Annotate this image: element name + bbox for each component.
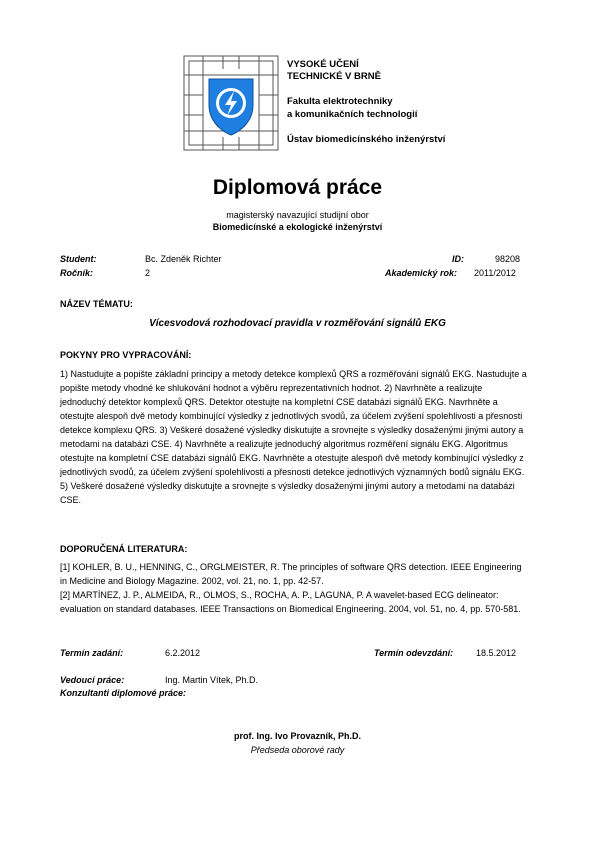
assigned-date-value: 6.2.2012 [165, 648, 201, 658]
study-field: Biomedicínské a ekologické inženýrství [212, 222, 383, 232]
university-logo [183, 55, 279, 151]
literature-heading: DOPORUČENÁ LITERATURA: [60, 544, 188, 554]
student-value: Bc. Zdeněk Richter [145, 254, 222, 264]
document-title: Diplomová práce [212, 176, 383, 199]
id-value: 98208 [495, 254, 521, 264]
faculty-name-line-1: Fakulta elektrotechniky [287, 96, 393, 107]
id-label: ID: [452, 254, 464, 264]
year-value: 2 [145, 268, 151, 278]
institution-name-line-2: TECHNICKÉ V BRNĚ [287, 71, 381, 82]
submission-date-label: Termín odevzdání: [374, 648, 454, 658]
signatory-role: Předseda oborové rady [250, 745, 345, 755]
academic-year-value: 2011/2012 [474, 268, 516, 278]
supervisor-label: Vedoucí práce: [60, 675, 125, 685]
student-label: Student: [60, 254, 97, 264]
faculty-name-line-2: a komunikačních technologií [287, 109, 418, 120]
supervisor-value: Ing. Martin Vítek, Ph.D. [165, 675, 259, 685]
reference-item: [1] KOHLER, B. U., HENNING, C., ORGLMEISTER, R. The principles of software QRS detection. IEEE Engineering in Medicine and Biology Magazine. 2002, vol. 21, no. 1, pp. 42-57. [60, 562, 522, 586]
reference-item: [2] MARTÍNEZ, J. P., ALMEIDA, R., OLMOS, S., ROCHA, A. P., LAGUNA, P. A wavelet-based ECG delineator: evaluation on standard databases. IEEE Transactions on Biomedical Engineering. 2004, vol. 51, no. 4, pp. 570-581. [60, 590, 521, 614]
institution-name-line-1: VYSOKÉ UČENÍ [287, 59, 359, 70]
assigned-date-label: Termín zadání: [60, 648, 124, 658]
submission-date-value: 18.5.2012 [476, 648, 517, 658]
department-name: Ústav biomedicínského inženýrství [287, 134, 446, 145]
study-type: magisterský navazující studijní obor [226, 210, 369, 220]
topic-title: Vícesvodová rozhodovací pravidla v rozměřování signálů EKG [149, 318, 446, 329]
instructions-text: 1) Nastudujte a popište základní principy a metody detekce komplexů QRS a rozměřování signálů EKG. Nastudujte a popište metody vhodné ke shlukování hodnot a výběru reprezentativních hodnot. 2) Navrhněte a realizujte jednoduchý detektor komplexů QRS. Detektor otestujte na kompletní CSE databázi signálů EKG. Navrhněte a otestujte alespoň dvě metody kombinující výsledky z jednotlivých svodů, za účelem zvýšení spolehlivosti a přesnosti detekce komplexu QRS. 3) Veškeré dosažené výsledky diskutujte a srovnejte s výsledky dosaženými jinými autory a metodami na databázi CSE. 4) Navrhněte a realizujte jednoduchý algoritmus rozměření signálu EKG. Algoritmus otestujte na kompletní CSE databázi signálů EKG. Navrhněte a otestujte alespoň dvě metody kombinující výsledky z jednotlivých svodů, za účelem zvýšení spolehlivosti a přesnosti detekce jednotlivých významných bodů signálu EKG. 5) Veškeré dosažené výsledky diskutujte a srovnejte s výsledky dosaženými jinými autory a metodami na databázi CSE. [60, 369, 527, 505]
consultants-label: Konzultanti diplomové práce: [60, 688, 187, 698]
university-emblem-icon [183, 55, 279, 151]
reference-list [60, 560, 530, 616]
signatory-name: prof. Ing. Ivo Provazník, Ph.D. [233, 731, 361, 741]
topic-heading: NÁZEV TÉMATU: [60, 299, 133, 309]
year-label: Ročník: [60, 268, 94, 278]
instructions-heading: POKYNY PRO VYPRACOVÁNÍ: [60, 350, 192, 360]
academic-year-label: Akademický rok: [385, 268, 458, 278]
